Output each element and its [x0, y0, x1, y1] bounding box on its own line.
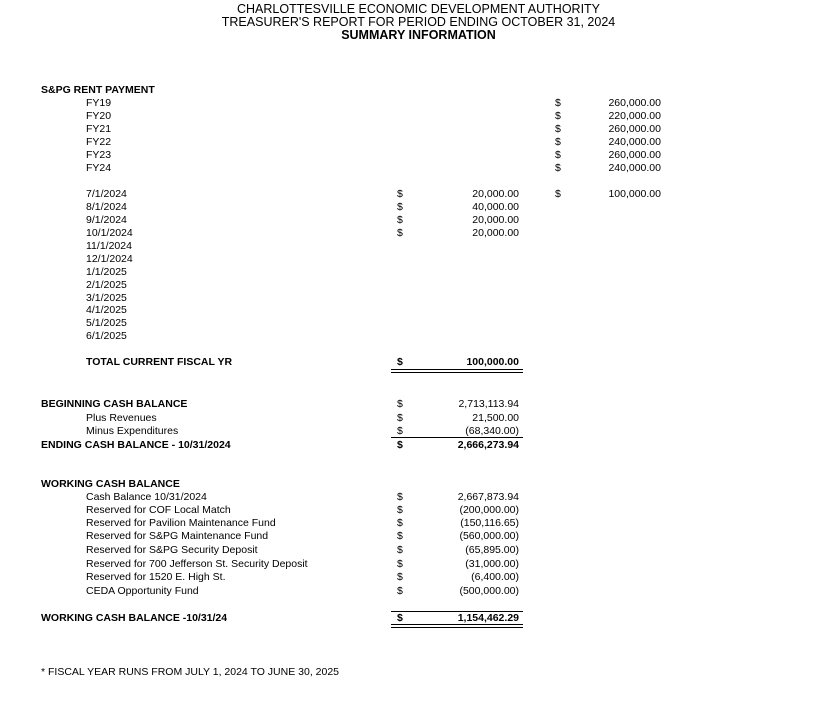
working-item-amount: (65,895.00) — [465, 544, 519, 556]
report-title-line3: SUMMARY INFORMATION — [341, 28, 496, 42]
beginning-balance-currency: $ — [397, 398, 403, 410]
ytd-amount: 100,000.00 — [608, 188, 661, 200]
ytd-currency: $ — [555, 188, 561, 200]
working-total-label: WORKING CASH BALANCE -10/31/24 — [41, 612, 228, 624]
ending-balance-label: ENDING CASH BALANCE - 10/31/2024 — [41, 439, 231, 451]
working-total-double-underline — [391, 624, 523, 628]
working-item-label: Reserved for S&PG Security Deposit — [86, 544, 258, 556]
working-item-label: Reserved for S&PG Maintenance Fund — [86, 530, 269, 542]
month-label: 2/1/2025 — [86, 279, 127, 291]
fy-currency: $ — [555, 123, 561, 135]
fy-label: FY22 — [86, 136, 112, 148]
expenditures-amount: (68,340.00) — [465, 425, 519, 437]
fy-label: FY19 — [86, 97, 112, 109]
fy-amount: 260,000.00 — [608, 149, 661, 161]
total-fiscal-currency: $ — [397, 356, 403, 368]
fy-currency: $ — [555, 136, 561, 148]
month-amount: 20,000.00 — [472, 188, 519, 200]
month-amount: 40,000.00 — [472, 201, 519, 213]
working-item-currency: $ — [397, 517, 403, 529]
fy-currency: $ — [555, 149, 561, 161]
fy-currency: $ — [555, 97, 561, 109]
month-currency: $ — [397, 214, 403, 226]
month-label: 11/1/2024 — [86, 240, 132, 252]
working-total-currency: $ — [397, 612, 403, 624]
working-item-currency: $ — [397, 491, 403, 503]
month-currency: $ — [397, 188, 403, 200]
working-item-amount: (560,000.00) — [459, 530, 519, 542]
ending-balance-currency: $ — [397, 439, 403, 451]
working-item-currency: $ — [397, 558, 403, 570]
fy-amount: 260,000.00 — [608, 97, 661, 109]
fy-currency: $ — [555, 162, 561, 174]
working-item-label: Reserved for 1520 E. High St. — [86, 571, 226, 583]
revenues-amount: 21,500.00 — [472, 412, 519, 424]
working-total-amount: 1,154,462.29 — [457, 612, 519, 624]
working-item-amount: (200,000.00) — [459, 504, 519, 516]
month-label: 6/1/2025 — [86, 330, 127, 342]
revenues-currency: $ — [397, 412, 403, 424]
fy-label: FY20 — [86, 110, 112, 122]
fy-amount: 220,000.00 — [608, 110, 661, 122]
month-currency: $ — [397, 201, 403, 213]
fy-label: FY24 — [86, 162, 112, 174]
month-label: 10/1/2024 — [86, 227, 133, 239]
total-fiscal-amount: 100,000.00 — [466, 356, 519, 368]
fy-amount: 240,000.00 — [608, 136, 661, 148]
working-item-label: Cash Balance 10/31/2024 — [86, 491, 207, 503]
working-item-currency: $ — [397, 504, 403, 516]
expenditures-underline — [391, 437, 523, 438]
revenues-label: Plus Revenues — [86, 412, 157, 424]
month-label: 3/1/2025 — [86, 292, 127, 304]
report-title-line2: TREASURER'S REPORT FOR PERIOD ENDING OCTOBER 31, 2024 — [221, 15, 616, 29]
expenditures-label: Minus Expenditures — [86, 425, 179, 437]
working-item-amount: 2,667,873.94 — [457, 491, 519, 503]
month-label: 9/1/2024 — [86, 214, 127, 226]
month-currency: $ — [397, 227, 403, 239]
month-label: 5/1/2025 — [86, 317, 127, 329]
fy-amount: 260,000.00 — [608, 123, 661, 135]
working-item-label: Reserved for 700 Jefferson St. Security Deposit — [86, 558, 308, 570]
month-amount: 20,000.00 — [472, 214, 519, 226]
fy-label: FY21 — [86, 123, 112, 135]
month-label: 4/1/2025 — [86, 304, 127, 316]
expenditures-currency: $ — [397, 425, 403, 437]
ending-balance-amount: 2,666,273.94 — [457, 439, 519, 451]
beginning-balance-label: BEGINNING CASH BALANCE — [41, 398, 188, 410]
fy-currency: $ — [555, 110, 561, 122]
fiscal-year-footnote: * FISCAL YEAR RUNS FROM JULY 1, 2024 TO JUNE 30, 2025 — [41, 666, 340, 678]
report-title-line1: CHARLOTTESVILLE ECONOMIC DEVELOPMENT AUTHORITY — [236, 2, 601, 16]
working-item-currency: $ — [397, 571, 403, 583]
working-item-label: Reserved for COF Local Match — [86, 504, 231, 516]
fy-amount: 240,000.00 — [608, 162, 661, 174]
total-fiscal-label: TOTAL CURRENT FISCAL YR — [86, 356, 233, 368]
rent-section-title: S&PG RENT PAYMENT — [41, 84, 155, 96]
working-item-currency: $ — [397, 585, 403, 597]
month-amount: 20,000.00 — [472, 227, 519, 239]
working-item-amount: (6,400.00) — [471, 571, 519, 583]
month-label: 12/1/2024 — [86, 253, 133, 265]
working-item-currency: $ — [397, 530, 403, 542]
total-fiscal-double-underline — [391, 369, 523, 373]
working-section-title: WORKING CASH BALANCE — [41, 478, 180, 490]
working-item-amount: (31,000.00) — [465, 558, 519, 570]
working-item-label: Reserved for Pavilion Maintenance Fund — [86, 517, 276, 529]
month-label: 8/1/2024 — [86, 201, 127, 213]
fy-label: FY23 — [86, 149, 112, 161]
working-item-amount: (150,116.65) — [460, 517, 519, 529]
month-label: 7/1/2024 — [86, 188, 127, 200]
beginning-balance-amount: 2,713,113.94 — [458, 398, 519, 410]
working-item-label: CEDA Opportunity Fund — [86, 585, 199, 597]
month-label: 1/1/2025 — [86, 266, 127, 278]
working-item-amount: (500,000.00) — [459, 585, 519, 597]
working-item-currency: $ — [397, 544, 403, 556]
